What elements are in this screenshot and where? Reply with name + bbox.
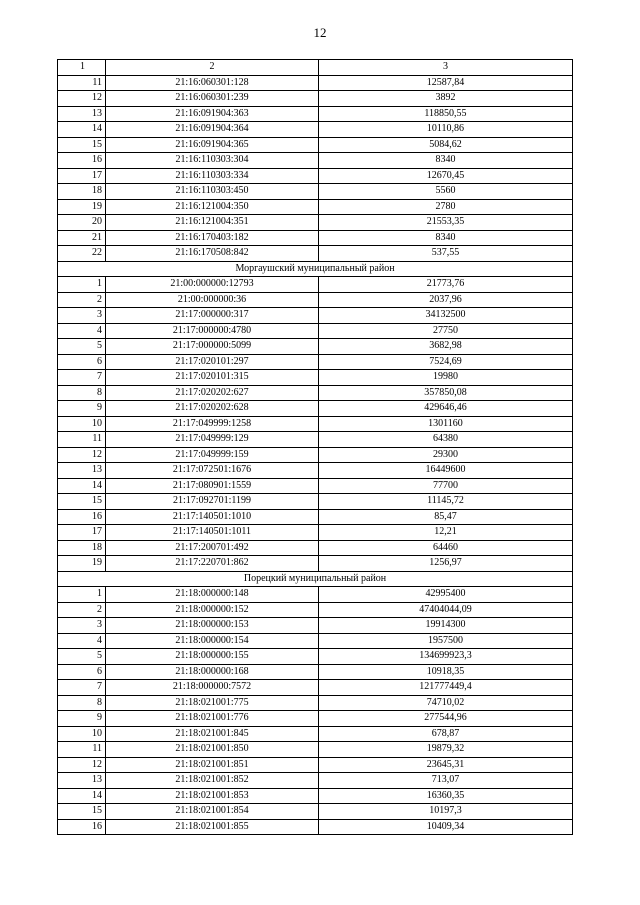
cadastral-number: 21:17:080901:1559 bbox=[106, 478, 319, 494]
table-row bbox=[58, 602, 573, 618]
cadastral-value: 64460 bbox=[319, 540, 573, 556]
row-number: 21 bbox=[58, 230, 106, 246]
cadastral-number: 21:16:091904:364 bbox=[106, 122, 319, 138]
cadastral-number: 21:17:092701:1199 bbox=[106, 494, 319, 510]
cadastral-number: 21:17:220701:862 bbox=[106, 556, 319, 572]
table-row bbox=[58, 432, 573, 448]
cadastral-value: 19914300 bbox=[319, 618, 573, 634]
row-number: 9 bbox=[58, 401, 106, 417]
cadastral-number: 21:18:000000:168 bbox=[106, 664, 319, 680]
row-number: 7 bbox=[58, 680, 106, 696]
table-row bbox=[58, 308, 573, 324]
header-col-1: 1 bbox=[58, 60, 106, 76]
table-row bbox=[58, 199, 573, 215]
cadastral-number: 21:18:000000:152 bbox=[106, 602, 319, 618]
cadastral-number: 21:16:110303:334 bbox=[106, 168, 319, 184]
table-row bbox=[58, 540, 573, 556]
table-row bbox=[58, 556, 573, 572]
cadastral-value: 357850,08 bbox=[319, 385, 573, 401]
cadastral-value: 5084,62 bbox=[319, 137, 573, 153]
row-number: 9 bbox=[58, 711, 106, 727]
cadastral-value: 118850,55 bbox=[319, 106, 573, 122]
page-number: 12 bbox=[313, 25, 327, 40]
cadastral-number: 21:17:140501:1011 bbox=[106, 525, 319, 541]
cadastral-number: 21:00:000000:36 bbox=[106, 292, 319, 308]
cadastral-number: 21:17:020101:297 bbox=[106, 354, 319, 370]
cadastral-value: 121777449,4 bbox=[319, 680, 573, 696]
cadastral-number: 21:18:021001:775 bbox=[106, 695, 319, 711]
row-number: 4 bbox=[58, 323, 106, 339]
table-row bbox=[58, 75, 573, 91]
cadastral-value: 10197,3 bbox=[319, 804, 573, 820]
row-number: 1 bbox=[58, 277, 106, 293]
cadastral-value: 27750 bbox=[319, 323, 573, 339]
table-header-row bbox=[58, 60, 573, 76]
cadastral-number: 21:17:020202:628 bbox=[106, 401, 319, 417]
cadastral-value: 21553,35 bbox=[319, 215, 573, 231]
row-number: 19 bbox=[58, 199, 106, 215]
cadastral-number: 21:18:000000:148 bbox=[106, 587, 319, 603]
cadastral-number: 21:16:121004:350 bbox=[106, 199, 319, 215]
cadastral-number: 21:17:000000:317 bbox=[106, 308, 319, 324]
cadastral-value: 3892 bbox=[319, 91, 573, 107]
row-number: 11 bbox=[58, 432, 106, 448]
table-row bbox=[58, 804, 573, 820]
cadastral-value: 74710,02 bbox=[319, 695, 573, 711]
cadastral-number: 21:18:021001:852 bbox=[106, 773, 319, 789]
cadastral-value: 1957500 bbox=[319, 633, 573, 649]
table-row bbox=[58, 664, 573, 680]
cadastral-number: 21:17:072501:1676 bbox=[106, 463, 319, 479]
row-number: 18 bbox=[58, 184, 106, 200]
cadastral-number: 21:17:049999:129 bbox=[106, 432, 319, 448]
row-number: 11 bbox=[58, 75, 106, 91]
section-row bbox=[58, 261, 573, 277]
table-row bbox=[58, 137, 573, 153]
cadastral-number: 21:17:000000:4780 bbox=[106, 323, 319, 339]
table-row bbox=[58, 277, 573, 293]
row-number: 3 bbox=[58, 618, 106, 634]
table-row bbox=[58, 153, 573, 169]
table-row bbox=[58, 184, 573, 200]
cadastral-number: 21:16:060301:239 bbox=[106, 91, 319, 107]
table-body bbox=[58, 60, 573, 835]
table-row bbox=[58, 711, 573, 727]
cadastral-number: 21:18:021001:853 bbox=[106, 788, 319, 804]
row-number: 5 bbox=[58, 339, 106, 355]
table-row bbox=[58, 91, 573, 107]
cadastral-value: 7524,69 bbox=[319, 354, 573, 370]
cadastral-value: 21773,76 bbox=[319, 277, 573, 293]
cadastral-number: 21:16:091904:365 bbox=[106, 137, 319, 153]
table-row bbox=[58, 122, 573, 138]
row-number: 22 bbox=[58, 246, 106, 262]
cadastral-number: 21:16:091904:363 bbox=[106, 106, 319, 122]
table-row bbox=[58, 385, 573, 401]
table-row bbox=[58, 587, 573, 603]
cadastral-number: 21:18:021001:851 bbox=[106, 757, 319, 773]
cadastral-value: 85,47 bbox=[319, 509, 573, 525]
row-number: 8 bbox=[58, 695, 106, 711]
cadastral-value: 16449600 bbox=[319, 463, 573, 479]
cadastral-value: 10918,35 bbox=[319, 664, 573, 680]
cadastral-number: 21:16:110303:450 bbox=[106, 184, 319, 200]
cadastral-number: 21:17:049999:159 bbox=[106, 447, 319, 463]
cadastral-table bbox=[57, 59, 573, 835]
section-title: Моргаушский муниципальный район bbox=[58, 261, 573, 277]
cadastral-number: 21:18:000000:7572 bbox=[106, 680, 319, 696]
cadastral-number: 21:16:121004:351 bbox=[106, 215, 319, 231]
row-number: 2 bbox=[58, 292, 106, 308]
row-number: 6 bbox=[58, 664, 106, 680]
row-number: 15 bbox=[58, 804, 106, 820]
table-row bbox=[58, 649, 573, 665]
row-number: 17 bbox=[58, 168, 106, 184]
table-row bbox=[58, 447, 573, 463]
table-row bbox=[58, 788, 573, 804]
cadastral-value: 678,87 bbox=[319, 726, 573, 742]
table-row bbox=[58, 633, 573, 649]
row-number: 19 bbox=[58, 556, 106, 572]
header-col-3: 3 bbox=[319, 60, 573, 76]
cadastral-number: 21:16:110303:304 bbox=[106, 153, 319, 169]
cadastral-value: 77700 bbox=[319, 478, 573, 494]
row-number: 10 bbox=[58, 416, 106, 432]
cadastral-value: 11145,72 bbox=[319, 494, 573, 510]
row-number: 6 bbox=[58, 354, 106, 370]
row-number: 3 bbox=[58, 308, 106, 324]
cadastral-value: 429646,46 bbox=[319, 401, 573, 417]
row-number: 7 bbox=[58, 370, 106, 386]
table-row bbox=[58, 525, 573, 541]
cadastral-value: 134699923,3 bbox=[319, 649, 573, 665]
cadastral-number: 21:00:000000:12793 bbox=[106, 277, 319, 293]
table-row bbox=[58, 401, 573, 417]
cadastral-value: 537,55 bbox=[319, 246, 573, 262]
cadastral-value: 2037,96 bbox=[319, 292, 573, 308]
table-row bbox=[58, 773, 573, 789]
row-number: 12 bbox=[58, 757, 106, 773]
table-row bbox=[58, 463, 573, 479]
table-row bbox=[58, 742, 573, 758]
cadastral-value: 3682,98 bbox=[319, 339, 573, 355]
cadastral-number: 21:17:020202:627 bbox=[106, 385, 319, 401]
row-number: 17 bbox=[58, 525, 106, 541]
cadastral-value: 23645,31 bbox=[319, 757, 573, 773]
cadastral-value: 8340 bbox=[319, 153, 573, 169]
row-number: 1 bbox=[58, 587, 106, 603]
cadastral-value: 19980 bbox=[319, 370, 573, 386]
section-title: Порецкий муниципальный район bbox=[58, 571, 573, 587]
cadastral-number: 21:17:000000:5099 bbox=[106, 339, 319, 355]
table-row bbox=[58, 819, 573, 835]
cadastral-number: 21:18:021001:854 bbox=[106, 804, 319, 820]
table-row bbox=[58, 680, 573, 696]
cadastral-number: 21:18:000000:153 bbox=[106, 618, 319, 634]
cadastral-value: 1256,97 bbox=[319, 556, 573, 572]
cadastral-value: 2780 bbox=[319, 199, 573, 215]
table-row bbox=[58, 618, 573, 634]
cadastral-number: 21:16:170508:842 bbox=[106, 246, 319, 262]
cadastral-value: 713,07 bbox=[319, 773, 573, 789]
cadastral-value: 42995400 bbox=[319, 587, 573, 603]
cadastral-number: 21:18:021001:855 bbox=[106, 819, 319, 835]
cadastral-number: 21:17:020101:315 bbox=[106, 370, 319, 386]
row-number: 16 bbox=[58, 153, 106, 169]
cadastral-value: 64380 bbox=[319, 432, 573, 448]
header-col-2: 2 bbox=[106, 60, 319, 76]
row-number: 18 bbox=[58, 540, 106, 556]
table-row bbox=[58, 478, 573, 494]
row-number: 13 bbox=[58, 106, 106, 122]
cadastral-value: 34132500 bbox=[319, 308, 573, 324]
table-row bbox=[58, 215, 573, 231]
cadastral-value: 277544,96 bbox=[319, 711, 573, 727]
row-number: 13 bbox=[58, 773, 106, 789]
row-number: 12 bbox=[58, 91, 106, 107]
cadastral-number: 21:18:000000:155 bbox=[106, 649, 319, 665]
cadastral-number: 21:18:021001:850 bbox=[106, 742, 319, 758]
cadastral-number: 21:16:170403:182 bbox=[106, 230, 319, 246]
row-number: 10 bbox=[58, 726, 106, 742]
cadastral-value: 12,21 bbox=[319, 525, 573, 541]
table-row bbox=[58, 416, 573, 432]
row-number: 11 bbox=[58, 742, 106, 758]
row-number: 16 bbox=[58, 819, 106, 835]
row-number: 16 bbox=[58, 509, 106, 525]
table-row bbox=[58, 339, 573, 355]
row-number: 4 bbox=[58, 633, 106, 649]
cadastral-value: 47404044,09 bbox=[319, 602, 573, 618]
table-row bbox=[58, 323, 573, 339]
table-row bbox=[58, 168, 573, 184]
row-number: 14 bbox=[58, 788, 106, 804]
cadastral-value: 8340 bbox=[319, 230, 573, 246]
row-number: 14 bbox=[58, 122, 106, 138]
cadastral-value: 12587,84 bbox=[319, 75, 573, 91]
cadastral-value: 1301160 bbox=[319, 416, 573, 432]
cadastral-number: 21:18:021001:776 bbox=[106, 711, 319, 727]
table-row bbox=[58, 230, 573, 246]
row-number: 20 bbox=[58, 215, 106, 231]
row-number: 14 bbox=[58, 478, 106, 494]
cadastral-number: 21:16:060301:128 bbox=[106, 75, 319, 91]
cadastral-number: 21:17:140501:1010 bbox=[106, 509, 319, 525]
row-number: 5 bbox=[58, 649, 106, 665]
cadastral-value: 29300 bbox=[319, 447, 573, 463]
table-row bbox=[58, 695, 573, 711]
cadastral-value: 12670,45 bbox=[319, 168, 573, 184]
cadastral-value: 10110,86 bbox=[319, 122, 573, 138]
row-number: 2 bbox=[58, 602, 106, 618]
row-number: 12 bbox=[58, 447, 106, 463]
row-number: 13 bbox=[58, 463, 106, 479]
cadastral-value: 5560 bbox=[319, 184, 573, 200]
table-row bbox=[58, 509, 573, 525]
cadastral-number: 21:18:021001:845 bbox=[106, 726, 319, 742]
table-row bbox=[58, 354, 573, 370]
cadastral-number: 21:17:049999:1258 bbox=[106, 416, 319, 432]
cadastral-value: 16360,35 bbox=[319, 788, 573, 804]
cadastral-value: 10409,34 bbox=[319, 819, 573, 835]
table-row bbox=[58, 106, 573, 122]
table-row bbox=[58, 726, 573, 742]
table-row bbox=[58, 292, 573, 308]
cadastral-value: 19879,32 bbox=[319, 742, 573, 758]
table-row bbox=[58, 370, 573, 386]
row-number: 15 bbox=[58, 494, 106, 510]
cadastral-number: 21:17:200701:492 bbox=[106, 540, 319, 556]
table-row bbox=[58, 246, 573, 262]
table-row bbox=[58, 494, 573, 510]
row-number: 15 bbox=[58, 137, 106, 153]
section-row bbox=[58, 571, 573, 587]
row-number: 8 bbox=[58, 385, 106, 401]
table-row bbox=[58, 757, 573, 773]
cadastral-number: 21:18:000000:154 bbox=[106, 633, 319, 649]
